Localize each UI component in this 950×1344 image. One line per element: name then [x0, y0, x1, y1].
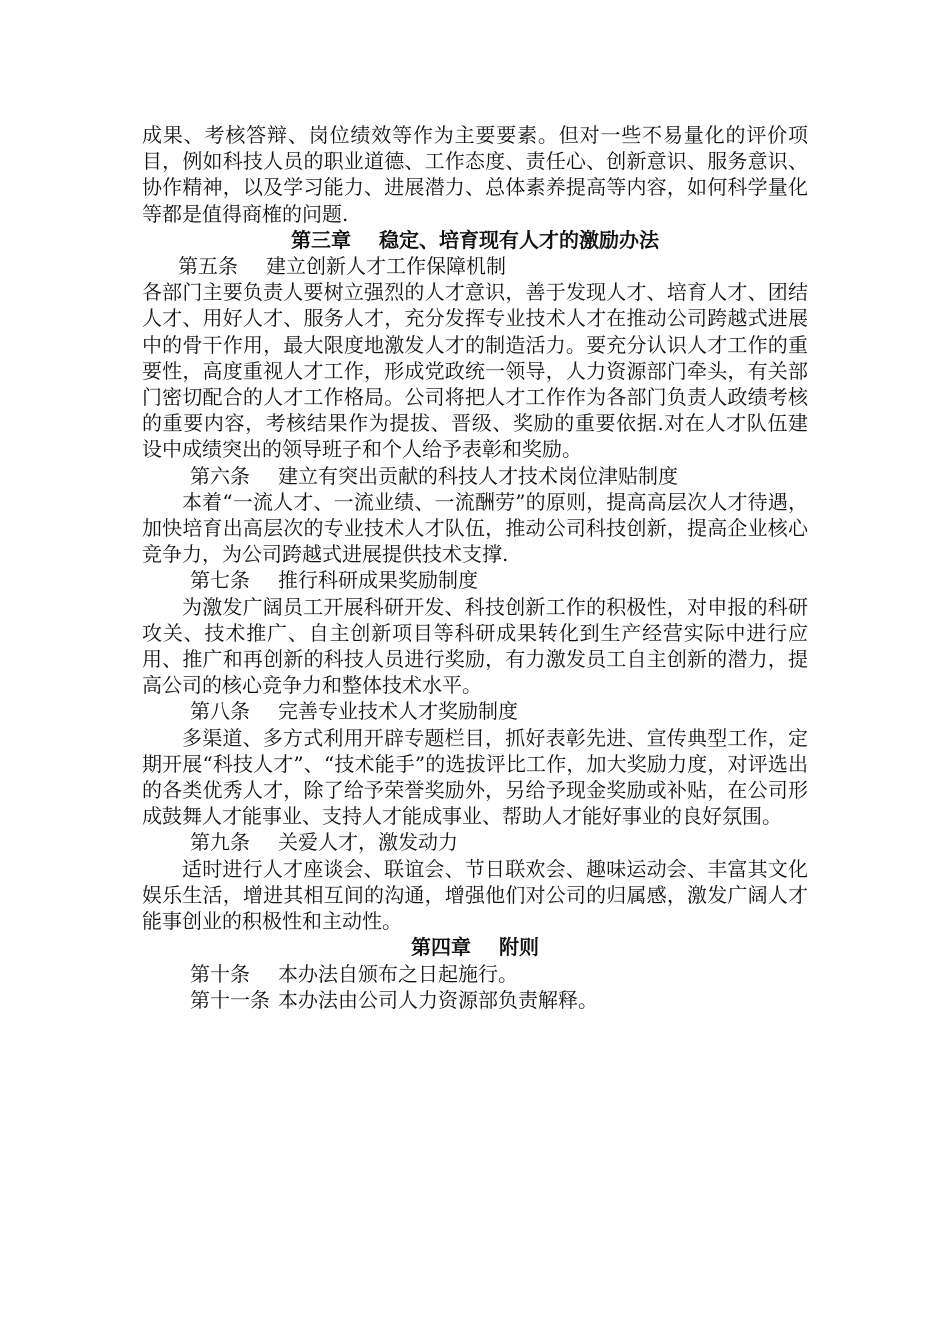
- article-6-number: 第六条: [190, 463, 250, 488]
- article-8-number: 第八条: [190, 699, 250, 724]
- article-7-title: 推行科研成果奖励制度: [278, 568, 478, 593]
- article-9-number: 第九条: [190, 830, 250, 855]
- chapter-3-title: 稳定、培育现有人才的激励办法: [379, 227, 659, 252]
- article-11-text: 本办法由公司人力资源部负责解释。: [278, 987, 598, 1012]
- article-10: [142, 961, 808, 987]
- chapter-3-heading: [142, 227, 808, 253]
- article-5-title: 建立创新人才工作保障机制: [266, 254, 506, 279]
- chapter-3-number: 第三章: [291, 227, 351, 252]
- article-5-body: 各部门主要负责人要树立强烈的人才意识，善于发现人才、培育人才、团结人才、用好人才、服务人才，充分发挥专业技术人才在推动公司跨越式进展中的骨干作用，最大限度地激发人才的制造活力。要充分认识人才工作的重要性，高度重视人才工作，形成党政统一领导，人力资源部门牵头，有关部门密切配合的人才工作格局。公司将把人才工作作为各部门负责人政绩考核的重要内容，考核结果作为提拔、晋级、奖励的重要依据.对在人才队伍建设中成绩突出的领导班子和个人给予表彰和奖励。: [142, 280, 808, 462]
- article-6-title: 建立有突出贡献的科技人才技术岗位津贴制度: [278, 463, 678, 488]
- document-page: [142, 122, 808, 1013]
- article-6-heading: [142, 463, 808, 489]
- article-11-number: 第十一条: [190, 987, 270, 1012]
- article-8-heading: [142, 698, 808, 724]
- chapter-4-title: 附则: [499, 935, 539, 960]
- article-10-text: 本办法自颁布之日起施行。: [278, 961, 518, 986]
- article-9-title: 关爱人才，激发动力: [278, 830, 458, 855]
- article-7-number: 第七条: [190, 568, 250, 593]
- article-7-body: 为激发广阔员工开展科研开发、科技创新工作的积极性，对申报的科研攻关、技术推广、自主创新项目等科研成果转化到生产经营实际中进行应用、推广和再创新的科技人员进行奖励，有力激发员工自主创新的潜力，提高公司的核心竞争力和整体技术水平。: [142, 594, 808, 698]
- article-6-body: 本着“一流人才、一流业绩、一流酬劳”的原则，提高高层次人才待遇，加快培育出高层次的专业技术人才队伍，推动公司科技创新，提高企业核心竞争力，为公司跨越式进展提供技术支撑.: [142, 489, 808, 567]
- article-7-heading: [142, 567, 808, 593]
- continuation-paragraph: 成果、考核答辩、岗位绩效等作为主要要素。但对一些不易量化的评价项目，例如科技人员的职业道德、工作态度、责任心、创新意识、服务意识、协作精神，以及学习能力、进展潜力、总体素养提高等内容，如何科学量化等都是值得商榷的问题.: [142, 123, 808, 226]
- chapter-4-number: 第四章: [411, 935, 471, 960]
- article-9-heading: [142, 829, 808, 855]
- article-5-number: 第五条: [178, 254, 238, 279]
- article-10-number: 第十条: [190, 961, 250, 986]
- article-8-body: 多渠道、多方式利用开辟专题栏目，抓好表彰先进、宣传典型工作，定期开展“科技人才”、“技术能手”的选拔评比工作，加大奖励力度，对评选出的各类优秀人才，除了给予荣誉奖励外，另给予现金奖励或补贴，在公司形成鼓舞人才能事业、支持人才能成事业、帮助人才能好事业的良好氛围。: [142, 725, 808, 829]
- article-5-heading: [142, 253, 808, 279]
- article-9-body: 适时进行人才座谈会、联谊会、节日联欢会、趣味运动会、丰富其文化娱乐生活，增进其相互间的沟通，增强他们对公司的归属感，激发广阔人才能事创业的积极性和主动性。: [142, 856, 808, 934]
- article-8-title: 完善专业技术人才奖励制度: [278, 699, 518, 724]
- chapter-4-heading: [142, 934, 808, 960]
- article-11: [142, 987, 808, 1013]
